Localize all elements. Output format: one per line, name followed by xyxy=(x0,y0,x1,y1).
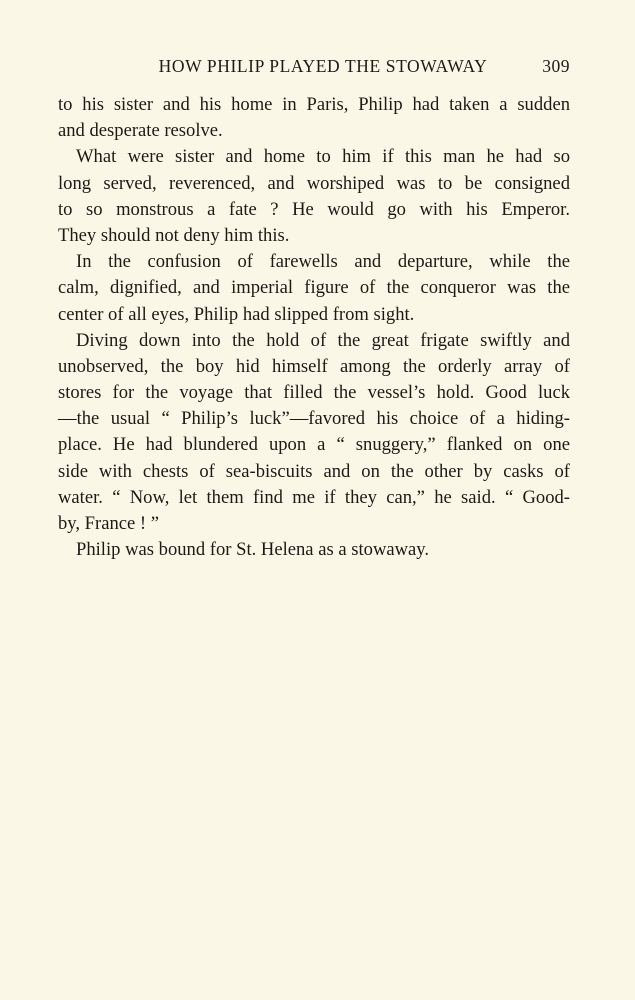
text-line: What were sister and home to him if this man he had so xyxy=(76,146,570,168)
text-line: center of all eyes, Philip had slipped from sight. xyxy=(58,303,415,325)
text-line: stores for the voyage that filled the vessel’s hold. Good luck xyxy=(58,382,570,404)
text-line: to his sister and his home in Paris, Philip had taken a sudden xyxy=(58,94,570,115)
text-line: long served, reverenced, and worshiped was to be consigned xyxy=(58,172,570,194)
text-line: They should not deny him this. xyxy=(58,224,290,246)
page-number: 309 xyxy=(542,56,570,76)
text-line: place. He had blundered upon a “ snuggery,” flanked on one xyxy=(58,434,570,456)
text-line: side with chests of sea-biscuits and on the other by casks of xyxy=(58,460,570,482)
text-line: water. “ Now, let them find me if they can,” he said. “ Good- xyxy=(58,486,570,508)
running-title: HOW PHILIP PLAYED THE STOWAWAY xyxy=(158,56,488,76)
text-line: unobserved, the boy hid himself among the orderly array of xyxy=(58,355,570,377)
text-line: calm, dignified, and imperial figure of the conqueror was the xyxy=(58,277,570,299)
text-line: Philip was bound for St. Helena as a stowaway. xyxy=(76,539,430,561)
text-line: —the usual “ Philip’s luck”—favored his choice of a hiding- xyxy=(58,408,570,430)
body-text xyxy=(58,92,570,563)
text-line: In the confusion of farewells and departure, while the xyxy=(76,251,570,273)
text-line: by, France ! ” xyxy=(58,513,160,534)
text-line: and desperate resolve. xyxy=(58,120,223,142)
text-line: to so monstrous a fate ? He would go with his Emperor. xyxy=(58,198,570,220)
running-head xyxy=(58,53,570,79)
text-line: Diving down into the hold of the great frigate swiftly and xyxy=(76,329,570,351)
